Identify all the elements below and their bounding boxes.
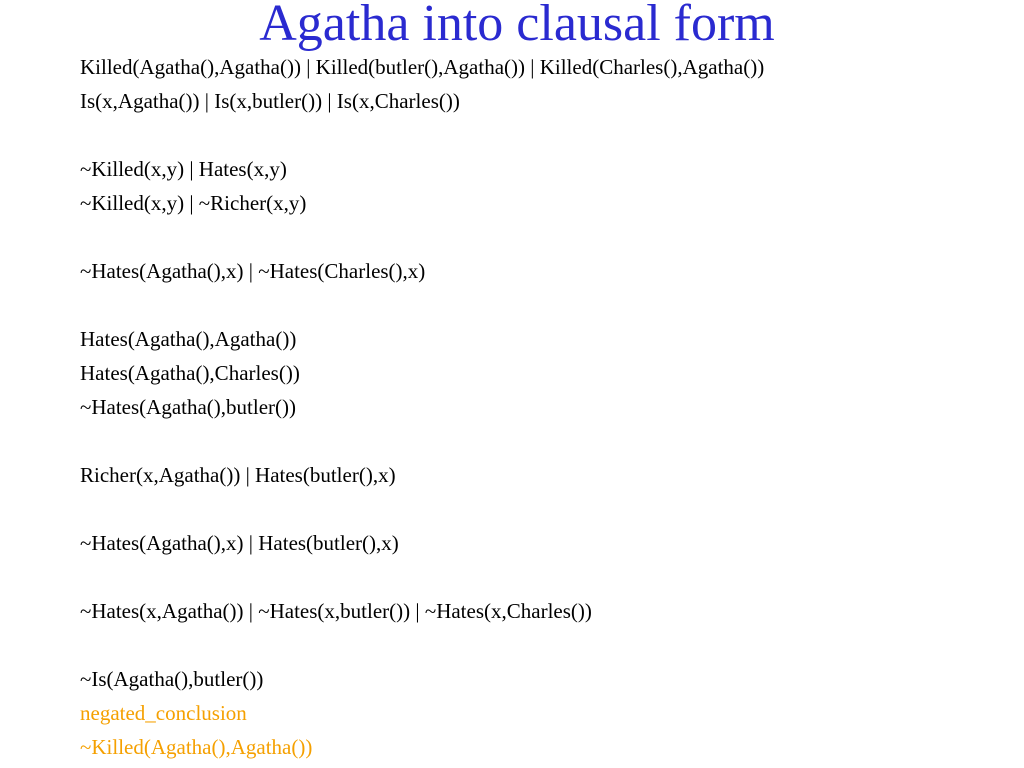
clause-line: Hates(Agatha(),Charles()) (80, 361, 300, 385)
slide-title: Agatha into clausal form (259, 0, 775, 52)
clause-line: Is(x,Agatha()) | Is(x,butler()) | Is(x,Charles()) (80, 89, 460, 113)
blank-line (80, 118, 764, 152)
negated-conclusion-clause: ~Killed(Agatha(),Agatha()) (80, 735, 313, 759)
blank-line (80, 220, 764, 254)
clause-line: ~Is(Agatha(),butler()) (80, 667, 264, 691)
blank-line (80, 560, 764, 594)
blank-line (80, 424, 764, 458)
clause-list (80, 50, 764, 764)
blank-line (80, 288, 764, 322)
clause-line: ~Killed(x,y) | ~Richer(x,y) (80, 191, 307, 215)
clause-line: ~Hates(x,Agatha()) | ~Hates(x,butler()) | ~Hates(x,Charles()) (80, 599, 592, 623)
clause-line: ~Killed(x,y) | Hates(x,y) (80, 157, 287, 181)
negated-conclusion-label: negated_conclusion (80, 701, 247, 725)
clause-line: ~Hates(Agatha(),x) | ~Hates(Charles(),x) (80, 259, 426, 283)
clause-line: ~Hates(Agatha(),butler()) (80, 395, 297, 419)
clause-line: Hates(Agatha(),Agatha()) (80, 327, 297, 351)
blank-line (80, 628, 764, 662)
clause-line: ~Hates(Agatha(),x) | Hates(butler(),x) (80, 531, 399, 555)
blank-line (80, 492, 764, 526)
clause-line: Killed(Agatha(),Agatha()) | Killed(butler(),Agatha()) | Killed(Charles(),Agatha()) (80, 55, 765, 79)
clause-line: Richer(x,Agatha()) | Hates(butler(),x) (80, 463, 396, 487)
